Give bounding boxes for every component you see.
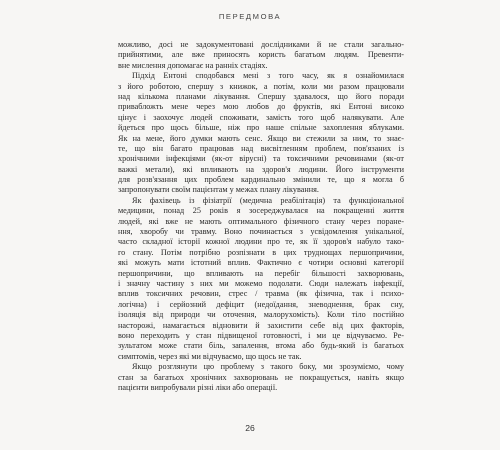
text-line: вплив токсичних речовин, стрес / травма (як фізична, так і психо- xyxy=(118,289,404,299)
text-line: логічна) і серйозний дефіцит (недоїдання, зневоднення, брак сну, xyxy=(118,299,404,309)
text-line: воно переходить у стан підвищеної готовності, і ми це відчуваємо. Ре- xyxy=(118,330,404,340)
paragraph xyxy=(118,40,404,71)
text-line: те, що він багато працював над висвітленням проблем, пов'язаних із xyxy=(118,143,404,153)
text-line: з його роботою, спершу з книжок, а потім, коли ми разом працювали xyxy=(118,81,404,91)
text-line: можливо, досі не задокументовані дослідниками й не стали загально- xyxy=(118,40,404,49)
text-line: запропонувати своїм пацієнтам у межах плану лікування. xyxy=(118,185,319,195)
text-line: які можуть мати істотний вплив. Фактично є чотири основні категорії xyxy=(118,258,404,268)
text-line: Підхід Ентоні сподобався мені з того часу, як я ознайомилася xyxy=(132,71,404,81)
text-line: Якщо розглянути цю проблему з такого боку, ми зрозуміємо, чому xyxy=(132,362,404,372)
text-line: цінує і заохочує людей споживати, замість того щоб налякувати. Але xyxy=(118,112,404,122)
paragraph xyxy=(118,71,404,196)
text-line: вне мислення допомагає на ранніх стадіях. xyxy=(118,60,268,70)
text-line: над кількома планами лікування. Спершу здавалося, що його поради xyxy=(118,91,404,101)
text-line: пацієнти випробували різні ліки або операції. xyxy=(118,382,278,392)
page-number: 26 xyxy=(245,423,255,433)
text-line: для розв'язання цих проблем кардинально змінили те, що я могла б xyxy=(118,175,404,185)
paragraph xyxy=(118,196,404,362)
text-line: насторожі, намагається відновити й захистити себе від цих факторів, xyxy=(118,320,404,330)
text-line: ння, хворобу чи травму. Воно починається з усвідомлення унікальної, xyxy=(118,227,404,237)
text-line: людей, які вже не мають оптимального фізичного стану через поране- xyxy=(118,216,404,226)
text-line: прийнятими, але вже приносять користь багатьом людям. Превенти- xyxy=(118,50,404,60)
text-line: і значну частину з них ми можемо подолати. Сюди належать інфекції, xyxy=(118,278,404,288)
text-line: Як фахівець із фізіатрії (медична реабілітація) та функціональної xyxy=(132,195,404,205)
running-header: ПЕРЕДМОВА xyxy=(218,12,282,21)
paragraph xyxy=(118,362,404,393)
text-line: стан за багатьох хронічних захворювань не покращується, навіть якщо xyxy=(118,372,404,382)
body-text xyxy=(118,40,404,393)
text-line: Як на мене, його думки мають сенс. Якщо ви стежили за ним, то знає- xyxy=(118,133,404,143)
text-line: часто складної історії кожної людини про те, як її здоров'я набуло тако- xyxy=(118,237,404,247)
text-line: важкі метали), які впливають на здоров'я людини. Його інструменти xyxy=(118,164,404,174)
text-line: ізоляція від природи чи оточення, малорухомість). Коли тіло постійно xyxy=(118,310,404,320)
text-line: йдеться про щось більше, ніж про наше спільне захоплення яблуками. xyxy=(118,123,404,133)
text-line: зультатом може стати біль, запалення, втома або будь-який із багатьох xyxy=(118,341,404,351)
text-line: привабложть мене через мою любов до фруктів, які Ентоні високо xyxy=(118,102,404,112)
text-line: медицини, понад 25 років я зосереджувалася на покращенні життя xyxy=(118,206,404,216)
text-line: хронічними інфекціями (як-от вірусні) та токсичними речовинами (як-от xyxy=(118,154,404,164)
text-line: першопричини, що впливають на перебіг більшості захворювань, xyxy=(118,268,404,278)
text-line: симптомів, через які ми відчуваємо, що щось не так. xyxy=(118,351,302,361)
text-line: го стану. Потім потрібно розпізнати в цих труднощах першопричини, xyxy=(118,247,404,257)
